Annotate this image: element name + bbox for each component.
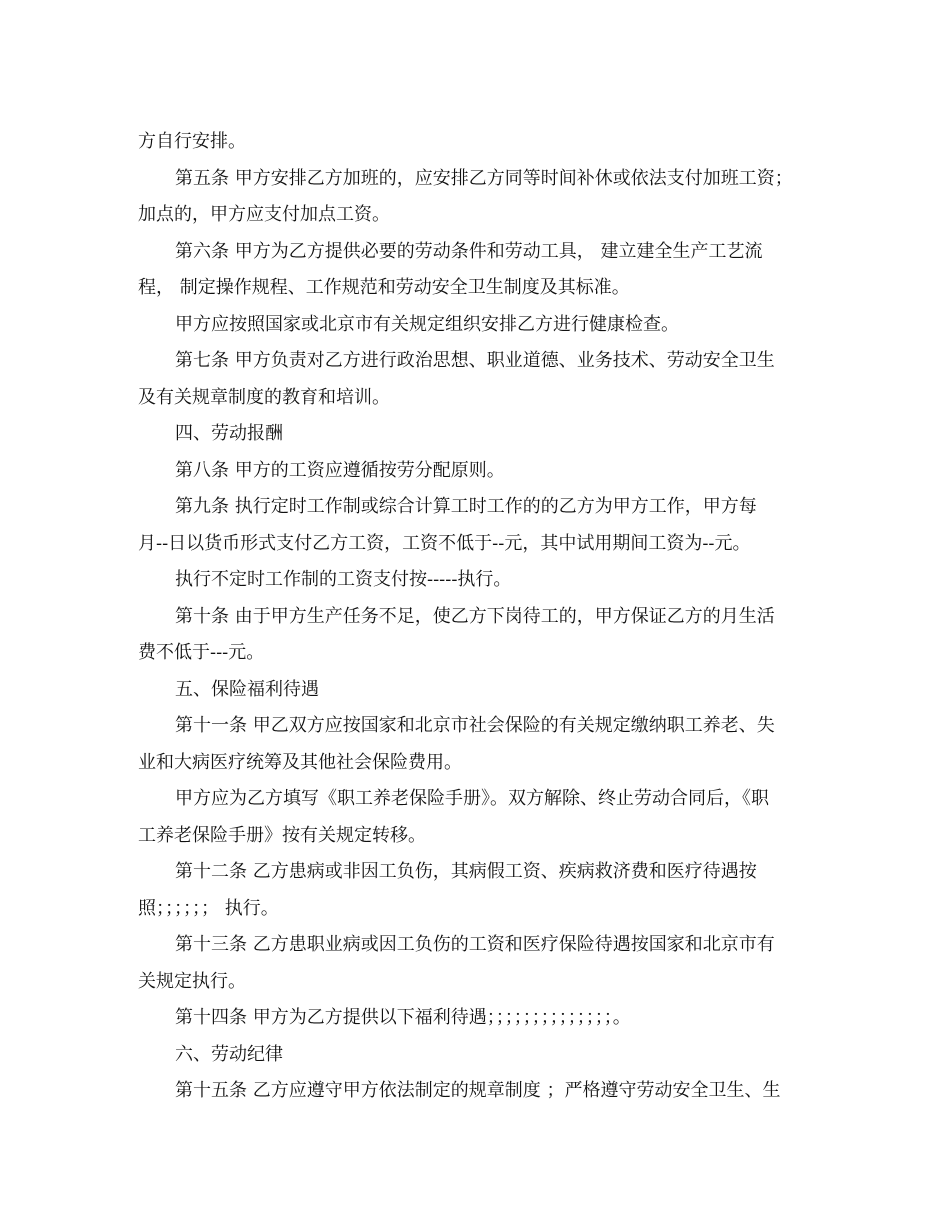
text-line: 照；；；；；； 执行。 [138, 898, 279, 919]
text-line: 工养老保险手册》按有关规定转移。 [138, 825, 426, 846]
text-line: 方自行安排。 [138, 131, 246, 152]
text-line: 第七条 甲方负责对乙方进行政治思想、职业道德、业务技术、劳动安全卫生 [175, 350, 775, 371]
text-line: 第十二条 乙方患病或非因工负伤，其病假工资、疾病救济费和医疗待遇按 [175, 861, 757, 882]
text-line: 第十三条 乙方患职业病或因工负伤的工资和医疗保险待遇按国家和北京市有 [175, 934, 775, 955]
text-line: 月--日以货币形式支付乙方工资，工资不低于--元，其中试用期间工资为--元。 [138, 533, 751, 554]
text-line: 第九条 执行定时工作制或综合计算工时工作的的乙方为甲方工作，甲方每 [175, 496, 757, 517]
section-heading: 五、保险福利待遇 [175, 679, 319, 700]
text-line: 第五条 甲方安排乙方加班的，应安排乙方同等时间补休或依法支付加班工资； [175, 168, 793, 189]
text-line: 业和大病医疗统筹及其他社会保险费用。 [138, 752, 462, 773]
text-line: 加点的，甲方应支付加点工资。 [138, 204, 390, 225]
text-line: 甲方应为乙方填写《职工养老保险手册》。双方解除、终止劳动合同后，《职 [175, 788, 769, 809]
section-heading: 六、劳动纪律 [175, 1044, 283, 1065]
text-line: 费不低于---元。 [138, 642, 265, 663]
text-line: 及有关规章制度的教育和培训。 [138, 387, 390, 408]
text-line: 第八条 甲方的工资应遵循按劳分配原则。 [175, 460, 505, 481]
text-line: 第十一条 甲乙双方应按国家和北京市社会保险的有关规定缴纳职工养老、失 [175, 715, 775, 736]
section-heading: 四、劳动报酬 [175, 423, 283, 444]
text-line: 关规定执行。 [138, 971, 246, 992]
text-line: 第十五条 乙方应遵守甲方依法制定的规章制度 ；严格遵守劳动安全卫生、生 [175, 1080, 781, 1101]
text-line: 第六条 甲方为乙方提供必要的劳动条件和劳动工具， 建立建全生产工艺流 [175, 241, 763, 262]
text-line: 第十四条 甲方为乙方提供以下福利待遇；；；；；；；；；；；；；；。 [175, 1007, 631, 1028]
text-line: 甲方应按照国家或北京市有关规定组织安排乙方进行健康检查。 [175, 314, 679, 335]
text-line: 执行不定时工作制的工资支付按-----执行。 [175, 569, 512, 590]
text-line: 程， 制定操作规程、工作规范和劳动安全卫生制度及其标准。 [138, 277, 630, 298]
text-line: 第十条 由于甲方生产任务不足，使乙方下岗待工的，甲方保证乙方的月生活 [175, 606, 775, 627]
